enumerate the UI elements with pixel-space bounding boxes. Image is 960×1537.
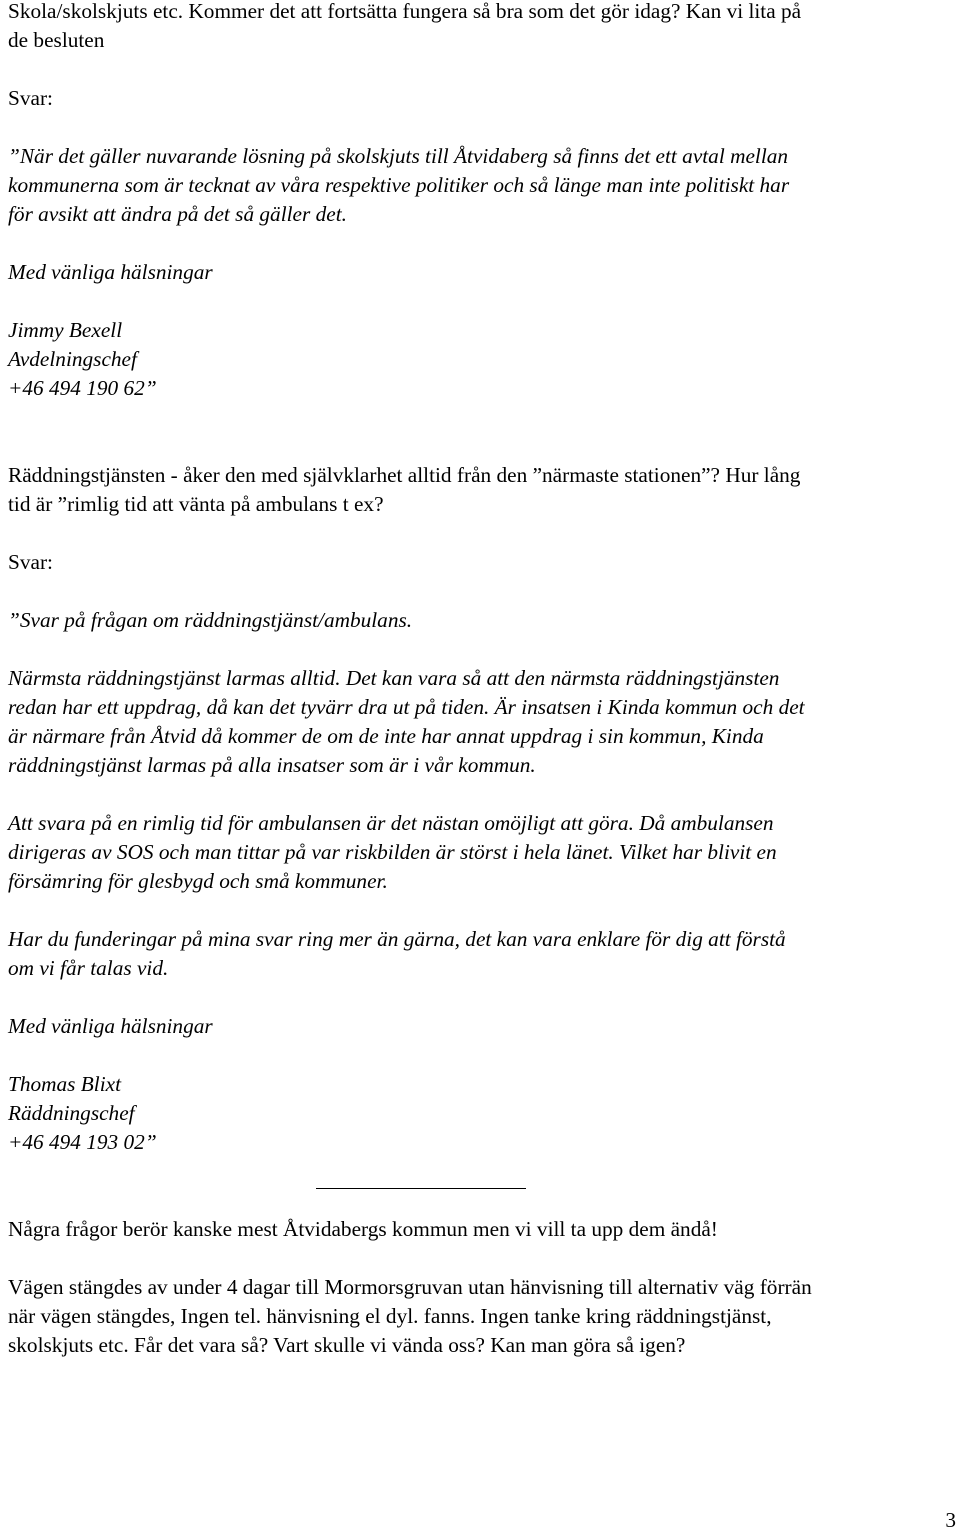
signature-phone: +46 494 193 02”	[8, 1130, 157, 1154]
answer-heading: ”Svar på frågan om räddningstjänst/ambulans.	[8, 608, 413, 632]
question-line: Några frågor berör kanske mest Åtvidabergs kommun men vi vill ta upp dem ändå!	[8, 1217, 718, 1241]
answer-label: Svar:	[8, 86, 53, 110]
answer-line: försämring för glesbygd och små kommuner.	[8, 869, 388, 893]
signature-phone: +46 494 190 62”	[8, 376, 157, 400]
answer-line: Har du funderingar på mina svar ring mer än gärna, det kan vara enklare för dig att förstå	[8, 927, 786, 951]
answer-line: räddningstjänst larmas på alla insatser som är i vår kommun.	[8, 753, 536, 777]
question-line: skolskjuts etc. Får det vara så? Vart skulle vi vända oss? Kan man göra så igen?	[8, 1333, 686, 1357]
question-line: Skola/skolskjuts etc. Kommer det att fortsätta fungera så bra som det gör idag? Kan vi lita på	[8, 0, 802, 23]
answer-line: redan har ett uppdrag, då kan det tyvärr dra ut på tiden. Är insatsen i Kinda kommun och det	[8, 695, 805, 719]
signature-title: Räddningschef	[8, 1101, 135, 1125]
answer-line: om vi får talas vid.	[8, 956, 169, 980]
signature-name: Jimmy Bexell	[8, 318, 123, 342]
question-line: Räddningstjänsten - åker den med självklarhet alltid från den ”närmaste stationen”? Hur lång	[8, 463, 801, 487]
greeting: Med vänliga hälsningar	[8, 1014, 213, 1038]
question-line: de besluten	[8, 28, 105, 52]
document-page	[8, 0, 958, 1360]
signature-title: Avdelningschef	[8, 347, 137, 371]
answer-line: för avsikt att ändra på det så gäller det.	[8, 202, 347, 226]
question-line: Vägen stängdes av under 4 dagar till Mormorsgruvan utan hänvisning till alternativ väg förrän	[8, 1275, 812, 1299]
section-divider	[316, 1188, 526, 1189]
greeting: Med vänliga hälsningar	[8, 260, 213, 284]
answer-line: dirigeras av SOS och man tittar på var riskbilden är störst i hela länet. Vilket har blivit en	[8, 840, 777, 864]
answer-line: ”När det gäller nuvarande lösning på skolskjuts till Åtvidaberg så finns det ett avtal mellan	[8, 144, 789, 168]
answer-line: är närmare från Åtvid då kommer de om de inte har annat uppdrag i sin kommun, Kinda	[8, 724, 764, 748]
answer-label: Svar:	[8, 550, 53, 574]
question-line: tid är ”rimlig tid att vänta på ambulans t ex?	[8, 492, 384, 516]
question-line: när vägen stängdes, Ingen tel. hänvisning el dyl. fanns. Ingen tanke kring räddningstjänst,	[8, 1304, 772, 1328]
answer-line: Närmsta räddningstjänst larmas alltid. Det kan vara så att den närmsta räddningstjänsten	[8, 666, 780, 690]
answer-line: Att svara på en rimlig tid för ambulansen är det nästan omöjligt att göra. Då ambulansen	[8, 811, 774, 835]
page-number: 3	[945, 1508, 956, 1532]
answer-line: kommunerna som är tecknat av våra respektive politiker och så länge man inte politiskt har	[8, 173, 790, 197]
signature-name: Thomas Blixt	[8, 1072, 121, 1096]
